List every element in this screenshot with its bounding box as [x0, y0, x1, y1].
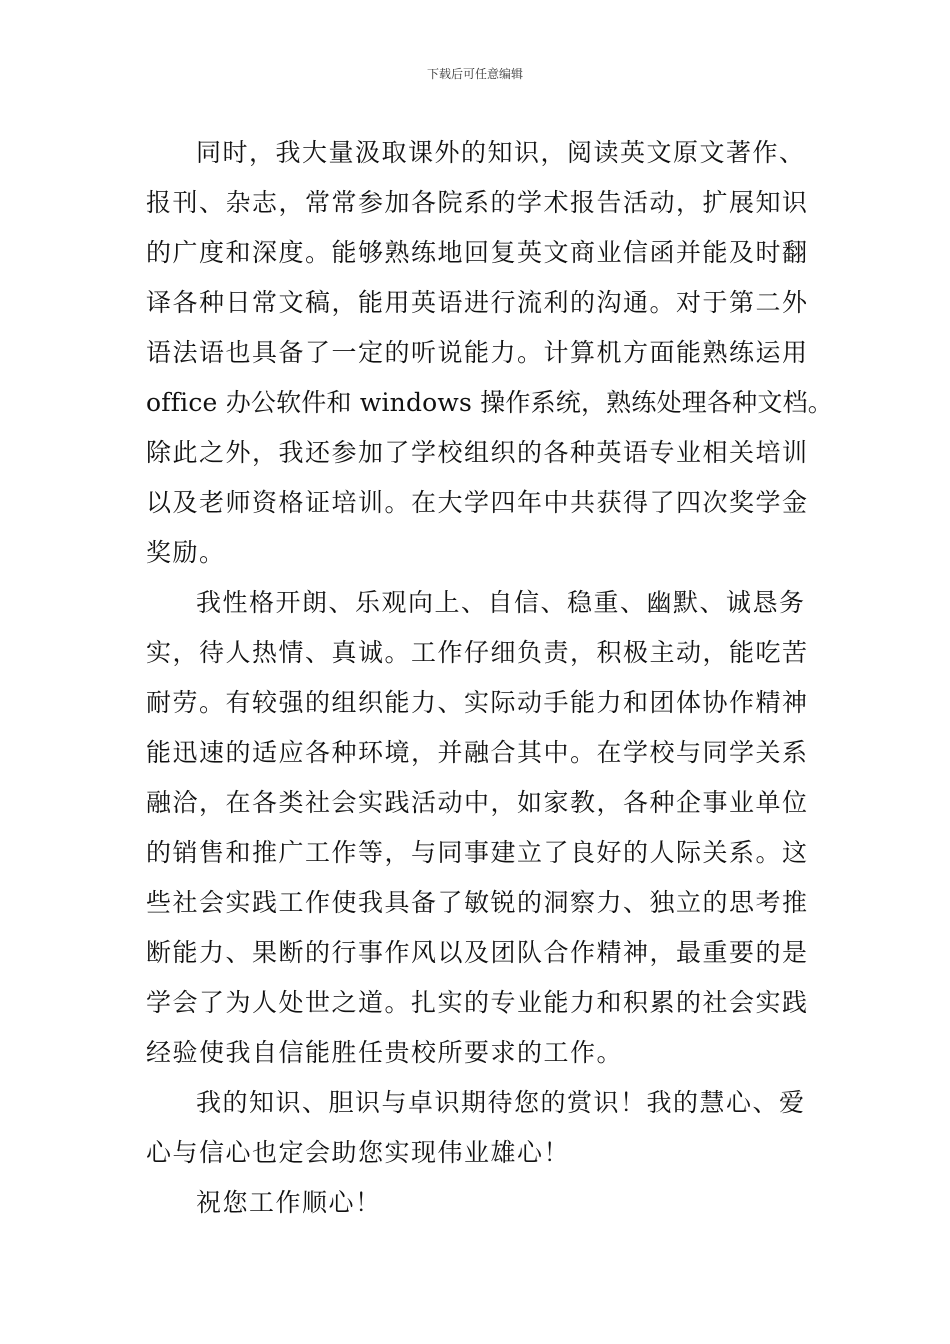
text-line: 断能力、果断的行事作风以及团队合作精神，最重要的是 — [146, 938, 809, 967]
text-line: 经验使我自信能胜任贵校所要求的工作。 — [146, 1038, 624, 1067]
text-line: 祝您工作顺心！ — [196, 1188, 382, 1217]
text-line: office 办公软件和 windows 操作系统，熟练处理各种文档。 — [146, 388, 833, 417]
text-line: 除此之外，我还参加了学校组织的各种英语专业相关培训 — [146, 438, 809, 467]
text-line: 些社会实践工作使我具备了敏锐的洞察力、独立的思考推 — [146, 888, 809, 917]
document-body — [146, 128, 833, 1228]
text-line: 能迅速的适应各种环境，并融合其中。在学校与同学关系 — [146, 738, 809, 767]
text-line: 的销售和推广工作等，与同事建立了良好的人际关系。这 — [146, 838, 809, 867]
text-line: 耐劳。有较强的组织能力、实际动手能力和团体协作精神 — [146, 688, 809, 717]
text-line: 语法语也具备了一定的听说能力。计算机方面能熟练运用 — [146, 338, 809, 367]
page-header: 下载后可任意编辑 — [426, 67, 523, 81]
text-line: 译各种日常文稿，能用英语进行流利的沟通。对于第二外 — [146, 288, 809, 317]
text-line: 我的知识、胆识与卓识期待您的赏识！我的慧心、爱 — [196, 1088, 806, 1117]
text-line: 以及老师资格证培训。在大学四年中共获得了四次奖学金 — [146, 488, 809, 517]
text-line: 融洽，在各类社会实践活动中，如家教，各种企事业单位 — [146, 788, 809, 817]
text-line: 我性格开朗、乐观向上、自信、稳重、幽默、诚恳务 — [196, 588, 806, 617]
text-line: 同时，我大量汲取课外的知识，阅读英文原文著作、 — [196, 138, 806, 167]
text-line: 学会了为人处世之道。扎实的专业能力和积累的社会实践 — [146, 988, 809, 1017]
text-line: 报刊、杂志，常常参加各院系的学术报告活动，扩展知识 — [146, 188, 809, 217]
text-line: 奖励。 — [146, 538, 226, 567]
text-line: 的广度和深度。能够熟练地回复英文商业信函并能及时翻 — [146, 238, 809, 267]
text-line: 心与信心也定会助您实现伟业雄心！ — [146, 1138, 571, 1167]
text-line: 实，待人热情、真诚。工作仔细负责，积极主动，能吃苦 — [146, 638, 809, 667]
